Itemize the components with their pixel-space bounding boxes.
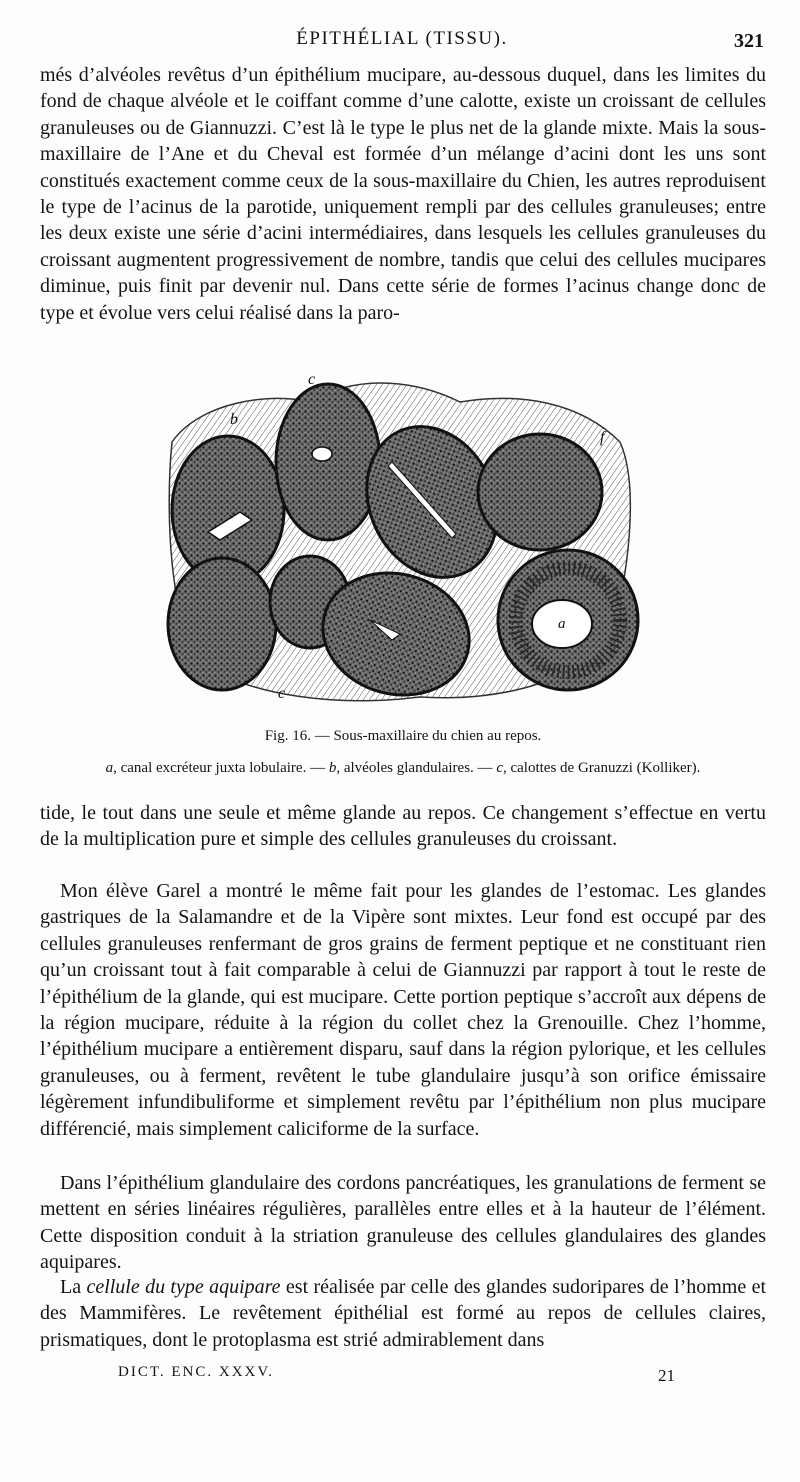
paragraph: Mon élève Garel a montré le même fait pour les glandes de l’estomac. Les glandes gastriques de la Salamandre et de la Vipère sont mixtes. Leur fond est occupé par des cellules granuleuses renfermant de gros grains de ferment peptique et ne constituant rien qu’un croissant tout à fait comparable à celui de Giannuzzi par rapport à tout le reste de l’épithélium de la glande, qui est mucipare. Cette portion peptique s’accroît aux dépens de la région mucipare, réduite à la région du collet chez la Grenouille. Chez l’homme, l’épithélium mucipare a entièrement disparu, sauf dans la région pylorique, et les cellules granuleuses, ou à ferment, revêtent le tube glandulaire jusqu’à son orifice émissaire légèrement infundibuliforme et simplement revêtu par l’épithélium non plus mucipare différencié, mais simplement caliciforme de la surface. bbox=[40, 880, 766, 1140]
gland-section-drawing bbox=[160, 362, 640, 712]
signature-mark: DICT. ENC. XXXV. bbox=[118, 1364, 275, 1380]
alveolus bbox=[168, 558, 276, 690]
signature-number: 21 bbox=[658, 1366, 675, 1385]
legend-text-a: , canal excréteur juxta lobulaire. — bbox=[113, 760, 329, 776]
paragraph-continuation: més d’alvéoles revêtus d’un épithélium mucipare, au-dessous duquel, dans les limites du fond de chaque alvéole et le coiffant comme d’une calotte, existe un croissant de cellules granuleuses ou de Giannuzzi. C’est là le type le plus net de la glande mixte. Mais la sous-maxillaire de l’Ane et du Cheval est formée d’un mélange d’acini dont les uns sont constitués exactement comme ceux de la sous-maxillaire du Chien, les autres reproduisent le type de l’acinus de la parotide, uniquement rempli par des cellules granuleuses; entre les deux existe une série d’acini intermédiaires, dans lesquels les cellules granuleuses du croissant augmentent progressivement de nombre, tandis que celui des cellules mucipares diminue, puis finit par devenir nul. Dans cette série de formes l’acinus change donc de type et évolue vers celui réalisé dans la paro- bbox=[40, 64, 766, 324]
paragraph bbox=[40, 1274, 766, 1353]
alveolus bbox=[276, 384, 380, 540]
running-head bbox=[40, 28, 764, 52]
paragraph-text: La bbox=[60, 1276, 87, 1298]
figure-label-a: a bbox=[558, 616, 566, 632]
figure-label-b: b bbox=[230, 411, 238, 428]
paragraph-text: est réalisée par celle des glandes sudoripares de l’homme et des Mammifères. Le revêtement épithélial est formé au repos de cellules claires, prismatiques, dont le protoplasma est strié admirablement dans bbox=[40, 1276, 767, 1351]
legend-letter-b: b bbox=[328, 760, 337, 776]
figure-label-f: f bbox=[600, 429, 605, 446]
figure-label-c-bottom: c bbox=[278, 685, 286, 702]
figure-caption-legend bbox=[40, 758, 766, 778]
paragraph: tide, le tout dans une seule et même glande au repos. Ce changement s’effectue en vertu de la multiplication pure et simple des cellules granuleuses du croissant. bbox=[40, 802, 766, 851]
figure-label-c-top: c bbox=[308, 371, 316, 388]
paragraph: Dans l’épithélium glandulaire des cordons pancréatiques, les granulations de ferment se mettent en séries linéaires régulières, parallèles entre elles et à la hauteur de l’élément. Cette disposition conduit à la striation granuleuse des cellules glandulaires des glandes aquipares. bbox=[40, 1172, 766, 1274]
page-number: 321 bbox=[734, 30, 764, 52]
legend-text-b: , alvéoles glandulaires. — bbox=[336, 760, 497, 776]
emphasis-term: cellule du type aquipare bbox=[86, 1276, 281, 1298]
alveolus-lumen bbox=[312, 447, 332, 461]
alveolus bbox=[478, 434, 602, 550]
figure-illustration bbox=[160, 362, 640, 712]
legend-letter-c: c bbox=[496, 760, 503, 776]
legend-text-c: , calottes de Granuzzi (Kolliker). bbox=[502, 760, 701, 776]
figure-caption-title: Fig. 16. — Sous-maxillaire du chien au repos. bbox=[264, 728, 542, 744]
legend-letter-a: a bbox=[105, 760, 114, 776]
running-title: ÉPITHÉLIAL (TISSU). bbox=[296, 28, 508, 49]
